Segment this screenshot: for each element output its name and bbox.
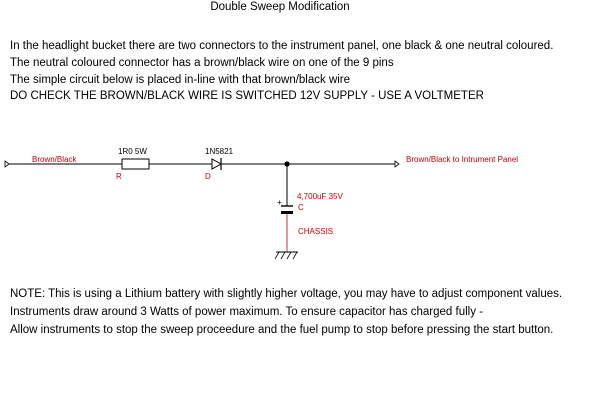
- diode-ref-label: D: [205, 172, 211, 181]
- input-label: Brown/Black: [32, 155, 77, 164]
- intro-line: The neutral coloured connector has a brown/black wire on one of the 9 pins: [10, 56, 394, 69]
- input-terminal: [5, 161, 9, 167]
- intro-line: The simple circuit below is placed in-line with that brown/black wire: [10, 73, 351, 86]
- intro-line: DO CHECK THE BROWN/BLACK WIRE IS SWITCHED 12V SUPPLY - USE A VOLTMETER: [10, 90, 484, 103]
- page-title: Double Sweep Modification: [210, 1, 350, 13]
- resistor-symbol: [122, 159, 149, 169]
- note-line: NOTE: This is using a Lithium battery with slightly higher voltage, you may have to adjust component values.: [10, 288, 563, 300]
- circuit-diagram: [0, 130, 600, 270]
- intro-text: [10, 38, 600, 105]
- output-terminal: [395, 161, 399, 167]
- capacitor-ref-label: C: [298, 203, 304, 212]
- capacitor-value-label: 4,700uF 35V: [297, 192, 343, 201]
- diode-symbol: [212, 158, 221, 170]
- resistor-value-label: 1R0 5W: [118, 147, 147, 156]
- note-line: Instruments draw around 3 Watts of power maximum. To ensure capacitor has charged fully -: [10, 305, 483, 318]
- output-label: Brown/Black to Intrument Panel: [406, 155, 519, 164]
- resistor-ref-label: R: [116, 172, 122, 181]
- ground-label: CHASSIS: [298, 227, 334, 236]
- intro-line: In the headlight bucket there are two connectors to the instrument panel, one black & one neutral coloured.: [10, 40, 554, 52]
- svg-text:+: +: [277, 198, 282, 207]
- capacitor-symbol: [277, 198, 293, 214]
- diode-value-label: 1N5821: [205, 147, 234, 156]
- ground-symbol: [275, 252, 298, 259]
- notes-text: [10, 286, 600, 339]
- note-line: Allow instruments to stop the sweep proceedure and the fuel pump to stop before pressing the start button.: [10, 323, 554, 336]
